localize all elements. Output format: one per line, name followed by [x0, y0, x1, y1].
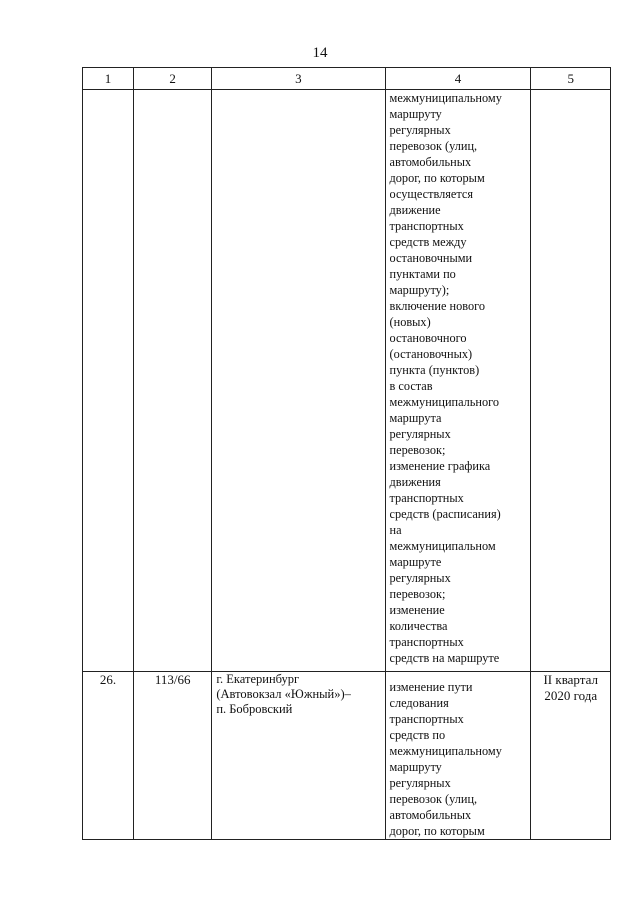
- column-header-1: 1: [83, 68, 134, 90]
- text-line: пунктами по: [389, 267, 456, 281]
- text-line: регулярных: [389, 571, 451, 585]
- text-line: регулярных: [389, 123, 451, 137]
- cell-period: [531, 90, 611, 672]
- text-line: движения: [389, 475, 441, 489]
- column-header-5: 5: [531, 68, 611, 90]
- text-line: межмуниципальному: [389, 91, 502, 105]
- table-row-26: [83, 672, 611, 840]
- routes-table: [82, 67, 611, 840]
- text-line: остановочными: [389, 251, 473, 265]
- text-line: дорог, по которым: [389, 824, 485, 838]
- text-line: транспортных: [389, 491, 464, 505]
- text-line: пункта (пунктов): [389, 363, 480, 377]
- text-line: изменение пути: [389, 680, 473, 694]
- text-line: автомобильных: [389, 808, 472, 822]
- text-line: перевозок;: [389, 443, 446, 457]
- table-row-continuation: [83, 90, 611, 672]
- cell-number: 26.: [83, 672, 134, 840]
- text-line: включение нового: [389, 299, 485, 313]
- cell-period: [531, 672, 611, 840]
- text-line: в состав: [389, 379, 433, 393]
- text-line: автомобильных: [389, 155, 472, 169]
- text-line: средств по: [389, 728, 446, 742]
- text-line: маршруте: [389, 555, 442, 569]
- text-line: межмуниципальном: [389, 539, 496, 553]
- text-line: осуществляется: [389, 187, 474, 201]
- text-line: маршруту: [389, 107, 442, 121]
- text-line: маршруту);: [389, 283, 450, 297]
- text-line: маршрута: [389, 411, 442, 425]
- text-line: на: [389, 523, 402, 537]
- text-line: средств на маршруте: [389, 651, 500, 665]
- text-line: транспортных: [389, 635, 464, 649]
- text-line: перевозок (улиц,: [389, 139, 478, 153]
- text-line: межмуниципального: [389, 395, 500, 409]
- text-line: (остановочных): [389, 347, 473, 361]
- text-line: средств между: [389, 235, 467, 249]
- column-header-3: 3: [212, 68, 385, 90]
- cell-route-code: [134, 90, 212, 672]
- text-line: средств (расписания): [389, 507, 501, 521]
- text-line: перевозок (улиц,: [389, 792, 478, 806]
- cell-route-name: [212, 90, 385, 672]
- cell-number: [83, 90, 134, 672]
- text-line: транспортных: [389, 219, 464, 233]
- text-line: межмуниципальному: [389, 744, 502, 758]
- text-line: остановочного: [389, 331, 467, 345]
- text-line: г. Екатеринбург: [216, 672, 300, 686]
- text-line: регулярных: [389, 776, 451, 790]
- text-line: следования: [389, 696, 449, 710]
- text-line: II квартал: [543, 672, 598, 687]
- cell-route-name: [212, 672, 385, 840]
- header-row: [83, 68, 611, 90]
- text-line: регулярных: [389, 427, 451, 441]
- column-header-4: 4: [385, 68, 531, 90]
- text-line: (новых): [389, 315, 431, 329]
- text-line: движение: [389, 203, 441, 217]
- text-line: маршруту: [389, 760, 442, 774]
- text-line: п. Бобровский: [216, 702, 293, 716]
- cell-changes: [385, 672, 531, 840]
- text-line: 2020 года: [544, 688, 598, 703]
- text-line: изменение графика: [389, 459, 491, 473]
- text-line: количества: [389, 619, 448, 633]
- cell-route-code: 113/66: [134, 672, 212, 840]
- text-line: перевозок;: [389, 587, 446, 601]
- page-number: 14: [312, 45, 328, 61]
- text-line: (Автовокзал «Южный»)–: [216, 687, 351, 701]
- text-line: изменение: [389, 603, 445, 617]
- cell-changes: [385, 90, 531, 672]
- text-line: транспортных: [389, 712, 464, 726]
- text-line: дорог, по которым: [389, 171, 485, 185]
- column-header-2: 2: [134, 68, 212, 90]
